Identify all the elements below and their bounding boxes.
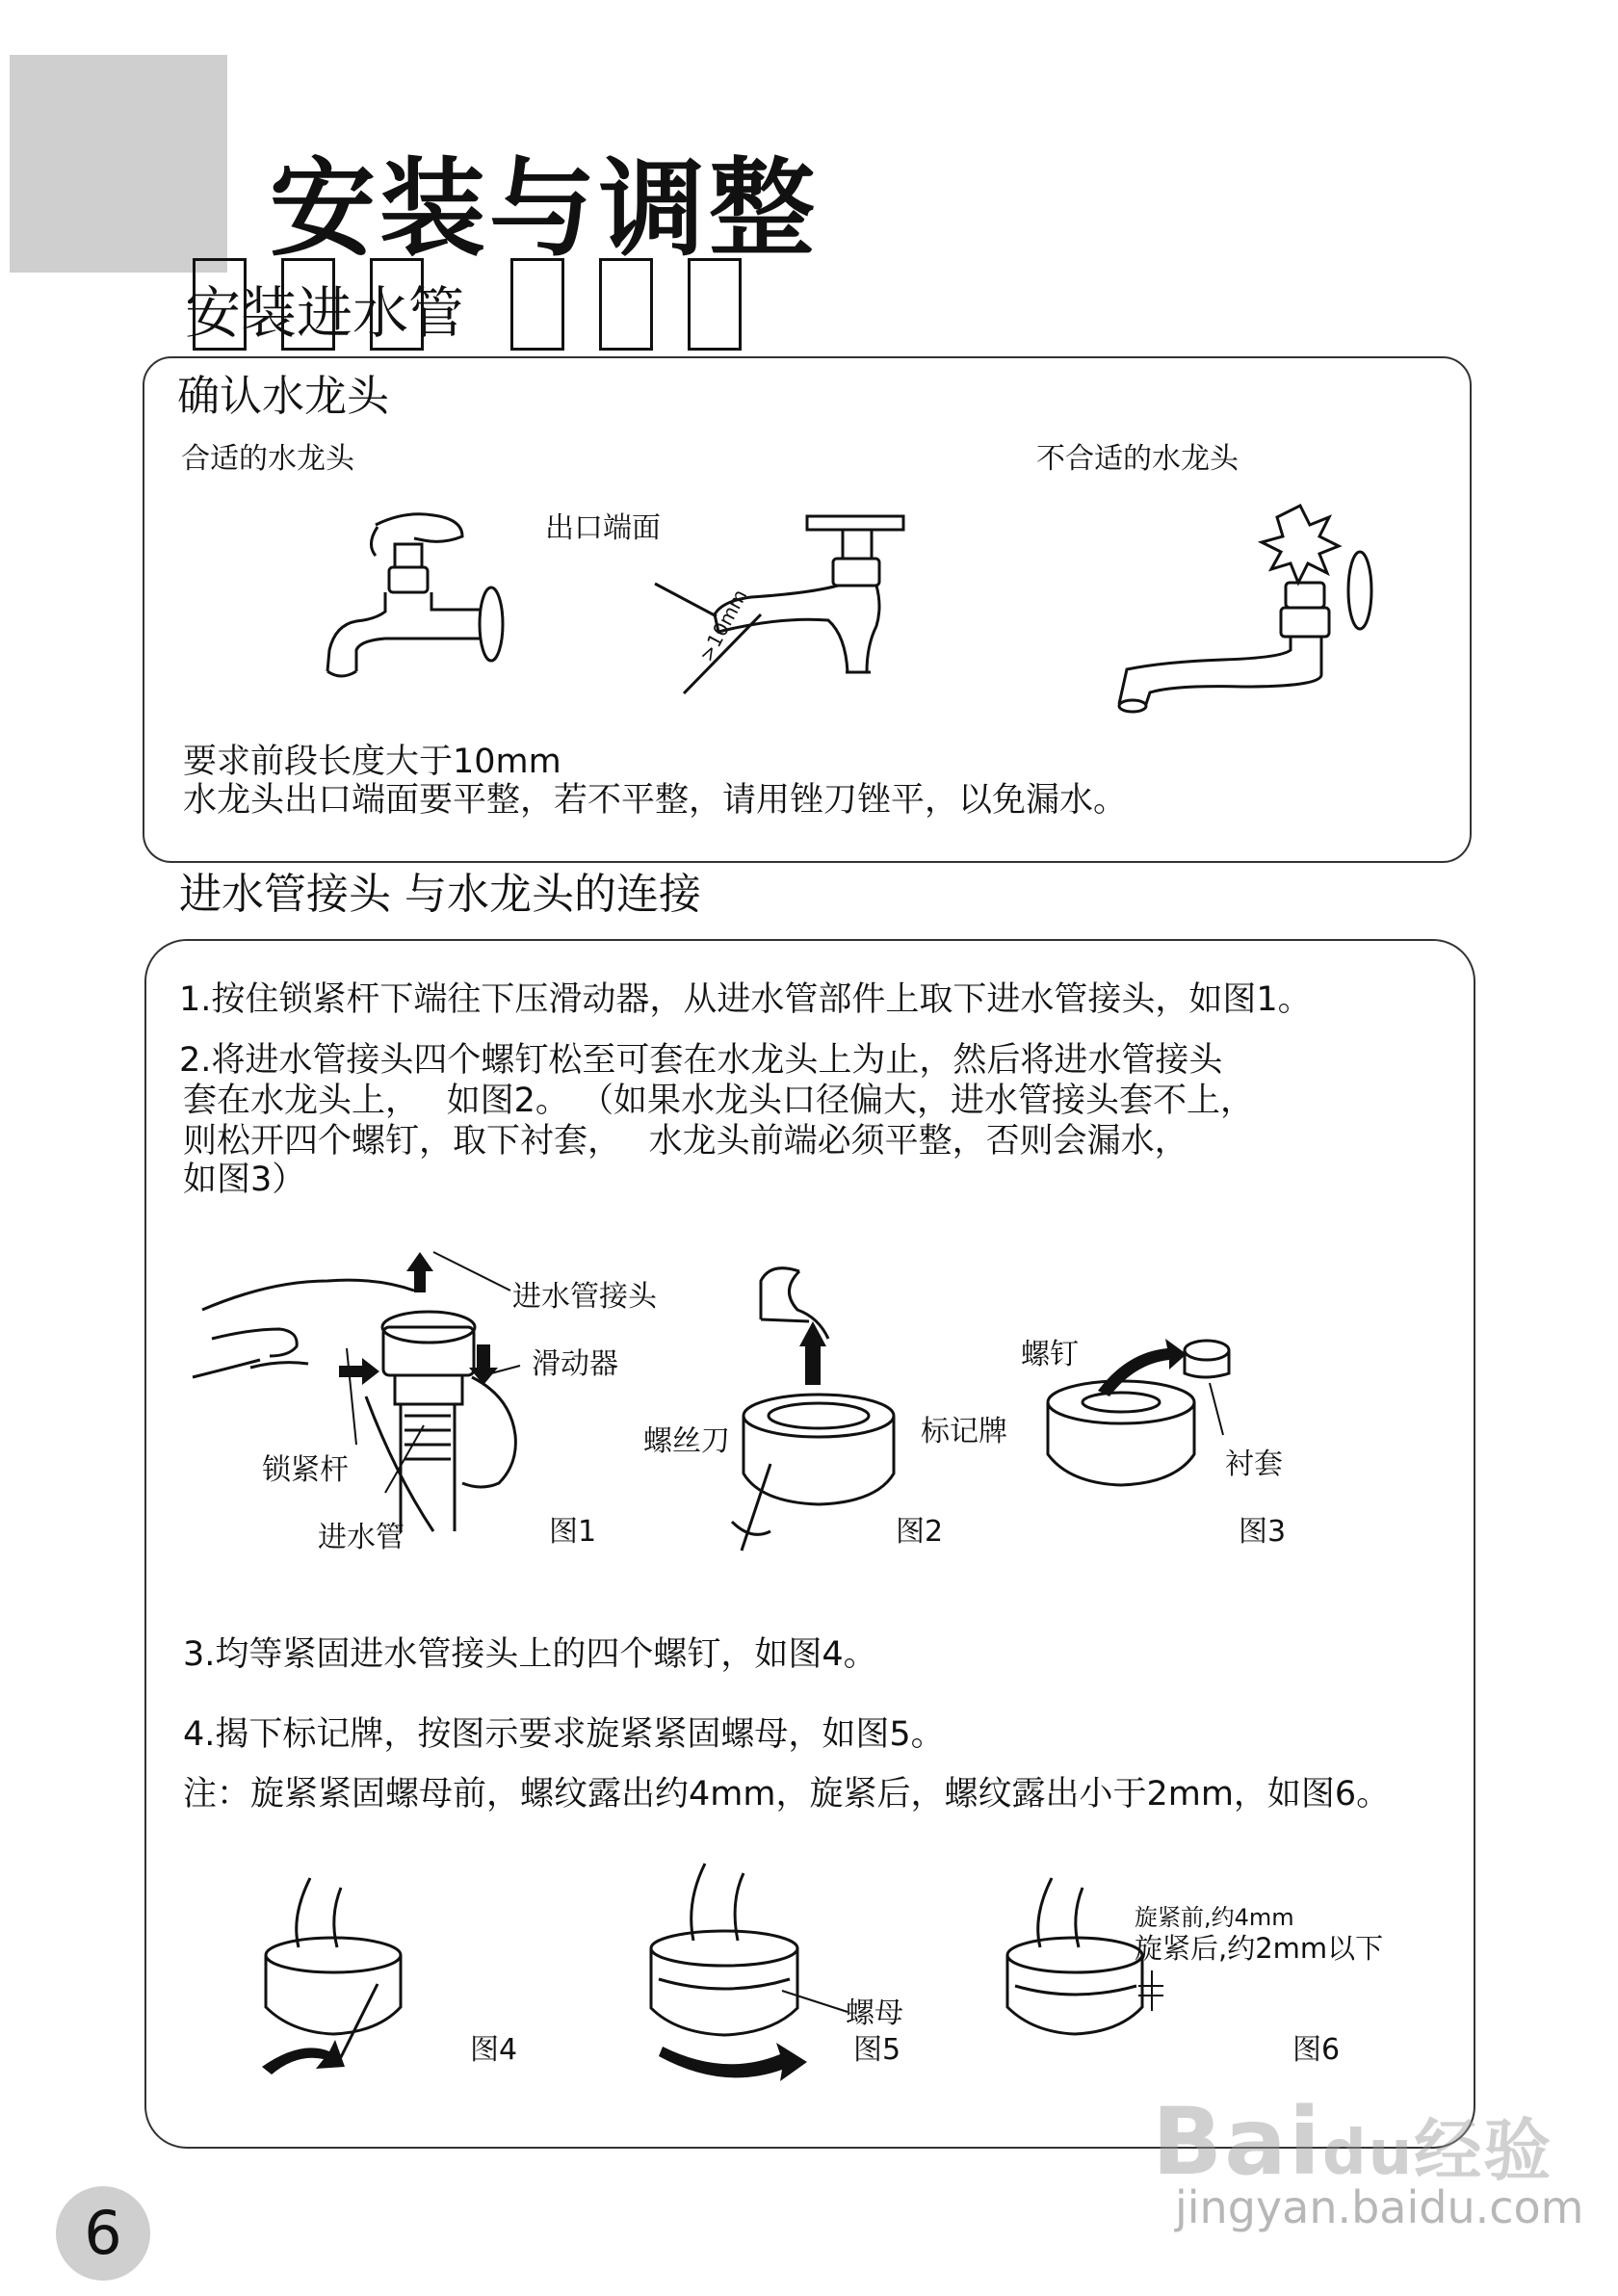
label-screw: 螺钉 [1021, 1338, 1079, 1371]
figure-5-caption: 图5 [853, 2033, 901, 2067]
label-bushing: 衬套 [1225, 1448, 1283, 1481]
label-after-tighten: 旋紧后,约2mm以下 [1135, 1932, 1384, 1965]
label-marker: 标记牌 [921, 1415, 1007, 1448]
step-2-line-3: 则松开四个螺钉，取下衬套， 水龙头前端必须平整，否则会漏水， [183, 1122, 1188, 1161]
step-2-line-1: 2.将进水管接头四个螺钉松至可套在水龙头上为止，然后将进水管接头 [179, 1041, 1223, 1080]
suitable-faucet-illustration [318, 506, 520, 689]
figure-5-illustration [638, 1864, 811, 2085]
step-2-line-4: 如图3） [183, 1161, 306, 1199]
watermark-url: jingyan.baidu.com [1175, 2181, 1584, 2233]
step-3: 3.均等紧固进水管接头上的四个螺钉，如图4。 [183, 1635, 877, 1674]
watermark-brand: Baidu经验 [1152, 2088, 1553, 2196]
label-before-tighten: 旋紧前,约4mm [1135, 1904, 1294, 1931]
outlet-face-label: 出口端面 [545, 511, 661, 545]
suitable-faucet-label: 合适的水龙头 [181, 442, 354, 476]
figure-1-illustration [193, 1252, 539, 1531]
connection-heading: 进水管接头 与水龙头的连接 [179, 870, 701, 919]
section-subtitle: 安装进水管 [185, 280, 465, 346]
label-inlet-pipe: 进水管 [318, 1521, 404, 1554]
requirement-line-1: 要求前段长度大于10mm [183, 743, 561, 781]
unsuitable-faucet-label: 不合适的水龙头 [1036, 442, 1239, 476]
faucet-heading: 确认水龙头 [177, 372, 389, 421]
label-nut: 螺母 [846, 1996, 903, 2030]
requirement-line-2: 水龙头出口端面要平整，若不平整，请用锉刀锉平，以免漏水。 [183, 781, 1128, 820]
figure-6-caption: 图6 [1292, 2033, 1341, 2067]
header-gray-block [10, 55, 227, 273]
label-lock-lever: 锁紧杆 [262, 1453, 349, 1487]
label-inlet-joint: 进水管接头 [512, 1280, 657, 1314]
figure-3-caption: 图3 [1239, 1515, 1287, 1549]
figure-2-illustration [732, 1271, 905, 1551]
figure-1-caption: 图1 [549, 1515, 597, 1549]
dimension-label: >10mm [694, 585, 752, 665]
label-screwdriver: 螺丝刀 [643, 1424, 730, 1458]
unsuitable-faucet-illustration [1108, 496, 1368, 727]
step-1: 1.按住锁紧杆下端往下压滑动器，从进水管部件上取下进水管接头，如图1。 [179, 980, 1312, 1019]
step-4: 4.揭下标记牌，按图示要求旋紧紧固螺母，如图5。 [183, 1715, 945, 1754]
basin-faucet-illustration [693, 501, 915, 693]
figure-4-caption: 图4 [470, 2033, 518, 2067]
figure-2-caption: 图2 [896, 1515, 944, 1549]
note: 注：旋紧紧固螺母前，螺纹露出约4mm，旋紧后，螺纹露出小于2mm，如图6。 [183, 1775, 1391, 1813]
page-number: 6 [56, 2186, 150, 2281]
step-2-line-2: 套在水龙头上， 如图2。 （如果水龙头口径偏大，进水管接头套不上， [183, 1082, 1255, 1120]
label-slider: 滑动器 [532, 1347, 618, 1381]
page-title: 安装与调整 [270, 147, 819, 271]
figure-4-illustration [252, 1878, 416, 2080]
